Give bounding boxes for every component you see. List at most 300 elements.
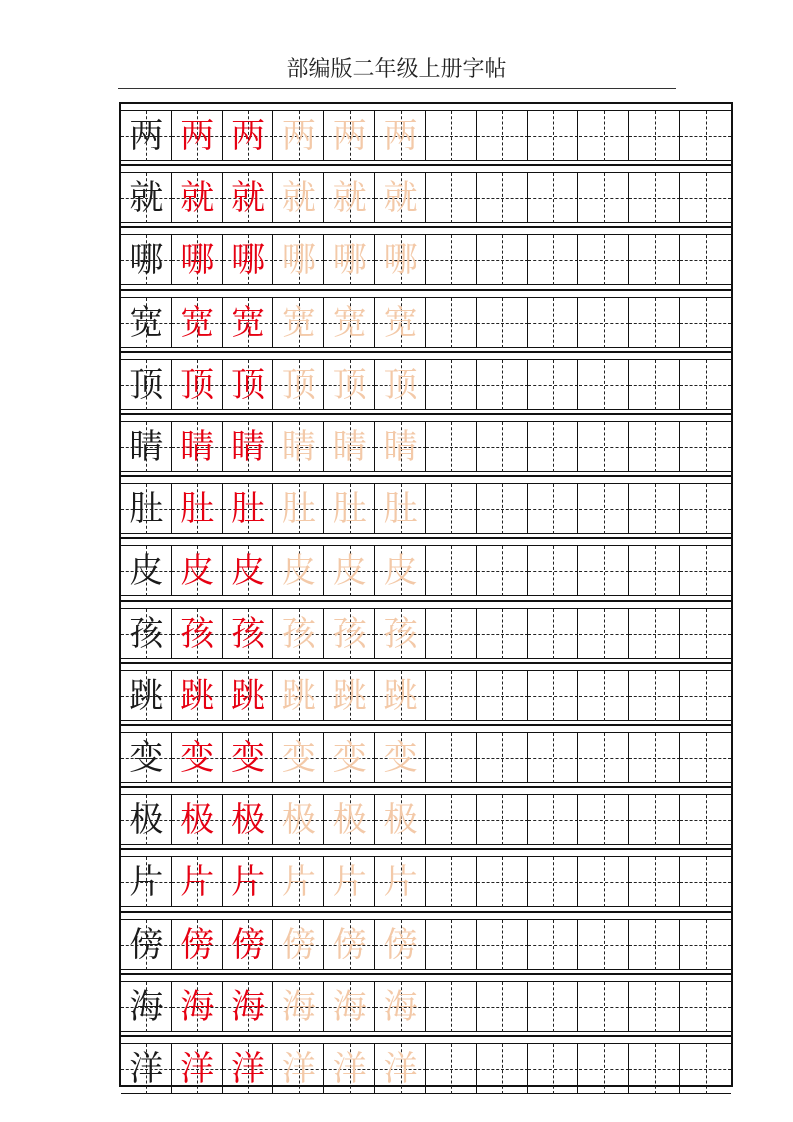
practice-cell [629,422,680,472]
practice-cell [477,733,528,783]
row-top-rule [121,1035,731,1037]
model-character: 两 [129,116,164,156]
cell-center-guide-horizontal [579,447,630,448]
practice-cell [477,235,528,285]
practice-cell [223,982,274,1032]
row-top-rule [121,911,731,913]
cell-center-guide-horizontal [579,198,630,199]
practice-cell [426,298,477,348]
practice-cell [426,422,477,472]
red-example-character: 极 [180,800,215,841]
red-example-character: 两 [180,116,215,156]
practice-cell [426,795,477,845]
practice-row [121,475,731,537]
cell-center-guide-horizontal [629,260,680,261]
trace-character: 皮 [281,551,316,592]
practice-row [121,1035,731,1097]
cell-center-guide-horizontal [680,509,731,510]
cell-center-guide-horizontal [629,509,680,510]
row-grid [121,235,731,285]
practice-cell [579,484,630,534]
practice-cell [324,857,375,907]
practice-cell [579,235,630,285]
practice-cell [477,360,528,410]
cell-center-guide-horizontal [629,634,680,635]
cell-center-guide-horizontal [477,447,528,448]
practice-cell [426,733,477,783]
practice-cell [426,1044,477,1094]
practice-cell [477,111,528,161]
practice-cell [121,982,172,1032]
practice-cell [223,111,274,161]
trace-character: 海 [281,986,316,1027]
practice-cell [680,422,731,472]
cell-center-guide-horizontal [680,820,731,821]
title-underline [118,88,676,89]
red-example-character: 就 [231,178,266,219]
practice-cell [324,1044,375,1094]
practice-cell [680,360,731,410]
cell-center-guide-horizontal [528,1007,579,1008]
trace-character: 两 [281,116,316,156]
practice-cell [680,609,731,659]
model-character: 睛 [129,427,164,467]
practice-cell [172,609,223,659]
practice-cell [324,173,375,223]
row-grid [121,733,731,783]
practice-cell [629,111,680,161]
practice-row [121,164,731,226]
practice-cell [426,609,477,659]
practice-row [121,289,731,351]
cell-center-guide-horizontal [528,820,579,821]
cell-center-guide-horizontal [477,696,528,697]
model-character: 宽 [129,302,164,343]
practice-cell [172,733,223,783]
practice-cell [426,546,477,596]
red-example-character: 洋 [231,1049,266,1089]
trace-character: 顶 [383,364,418,405]
row-grid [121,1044,731,1094]
red-example-character: 片 [231,862,266,903]
red-example-character: 宽 [231,302,266,343]
practice-cell [375,609,426,659]
cell-center-guide-horizontal [477,1069,528,1070]
practice-cell [528,857,579,907]
practice-cell [375,360,426,410]
cell-center-guide-horizontal [528,758,579,759]
practice-cell [324,422,375,472]
cell-center-guide-horizontal [579,323,630,324]
practice-cell [223,1044,274,1094]
red-example-character: 肚 [180,489,215,530]
practice-cell [375,484,426,534]
practice-cell [324,360,375,410]
cell-center-guide-horizontal [477,758,528,759]
practice-cell [121,857,172,907]
trace-character: 孩 [281,613,316,654]
row-top-rule [121,226,731,228]
cell-center-guide-horizontal [579,634,630,635]
red-example-character: 跳 [180,675,215,716]
row-grid [121,795,731,845]
practice-cell [680,235,731,285]
trace-character: 宽 [383,302,418,343]
practice-cell [172,795,223,845]
trace-character: 跳 [383,675,418,716]
practice-row [121,848,731,910]
row-grid [121,298,731,348]
practice-cell [172,546,223,596]
trace-character: 哪 [281,240,316,281]
cell-center-guide-horizontal [579,1007,630,1008]
practice-cell [121,173,172,223]
cell-center-guide-horizontal [528,385,579,386]
row-top-rule [121,289,731,291]
cell-center-guide-horizontal [629,323,680,324]
practice-cell [680,484,731,534]
practice-cell [324,795,375,845]
practice-cell [223,422,274,472]
practice-cell [172,857,223,907]
practice-cell [426,857,477,907]
cell-center-guide-horizontal [629,136,680,137]
trace-character: 片 [332,862,367,903]
practice-cell [324,733,375,783]
practice-cell [680,920,731,970]
practice-row [121,351,731,413]
red-example-character: 洋 [180,1049,215,1089]
cell-center-guide-horizontal [629,820,680,821]
red-example-character: 孩 [180,613,215,654]
cell-center-guide-horizontal [680,696,731,697]
practice-cell [172,982,223,1032]
cell-center-guide-horizontal [579,1069,630,1070]
practice-cell [121,609,172,659]
row-grid [121,857,731,907]
row-top-rule [121,164,731,166]
trace-character: 傍 [332,924,367,965]
cell-center-guide-horizontal [426,509,477,510]
cell-center-guide-horizontal [680,882,731,883]
practice-cell [680,795,731,845]
practice-cell [121,546,172,596]
trace-character: 海 [383,986,418,1027]
practice-cell [121,484,172,534]
practice-cell [477,484,528,534]
cell-center-guide-horizontal [477,945,528,946]
practice-cell [324,298,375,348]
cell-center-guide-horizontal [426,945,477,946]
practice-cell [629,484,680,534]
practice-cell [223,298,274,348]
red-example-character: 皮 [231,551,266,592]
practice-cell [375,671,426,721]
practice-cell [528,920,579,970]
cell-center-guide-horizontal [426,198,477,199]
cell-center-guide-horizontal [629,385,680,386]
red-example-character: 海 [180,986,215,1027]
practice-cell [477,422,528,472]
practice-row [121,973,731,1035]
practice-cell [477,795,528,845]
trace-character: 跳 [281,675,316,716]
trace-character: 肚 [383,489,418,530]
practice-cell [223,671,274,721]
trace-character: 就 [332,178,367,219]
row-grid [121,422,731,472]
practice-cell [629,733,680,783]
cell-center-guide-horizontal [528,260,579,261]
cell-center-guide-horizontal [579,260,630,261]
cell-center-guide-horizontal [528,1069,579,1070]
model-character: 片 [129,862,164,903]
cell-center-guide-horizontal [629,1069,680,1070]
practice-cell [528,422,579,472]
practice-cell [375,422,426,472]
practice-cell [629,298,680,348]
model-character: 哪 [129,240,164,281]
practice-cell [324,111,375,161]
trace-character: 傍 [383,924,418,965]
practice-cell [172,298,223,348]
row-grid [121,609,731,659]
practice-cell [579,298,630,348]
trace-character: 就 [281,178,316,219]
model-character: 跳 [129,675,164,716]
cell-center-guide-horizontal [680,198,731,199]
practice-cell [629,795,680,845]
cell-center-guide-horizontal [426,385,477,386]
trace-character: 跳 [332,675,367,716]
cell-center-guide-horizontal [629,447,680,448]
practice-cell [121,235,172,285]
cell-center-guide-horizontal [680,323,731,324]
page-title: 部编版二年级上册字帖 [286,57,507,82]
practice-cell [477,857,528,907]
practice-cell [579,920,630,970]
row-top-rule [121,537,731,539]
practice-cell [579,1044,630,1094]
practice-cell [375,920,426,970]
cell-center-guide-horizontal [426,882,477,883]
cell-center-guide-horizontal [426,323,477,324]
practice-cell [223,609,274,659]
cell-center-guide-horizontal [579,509,630,510]
practice-cell [121,111,172,161]
model-character: 孩 [129,613,164,654]
cell-center-guide-horizontal [528,945,579,946]
practice-cell [223,484,274,534]
cell-center-guide-horizontal [680,945,731,946]
model-character: 变 [129,738,164,778]
cell-center-guide-horizontal [528,571,579,572]
row-grid [121,484,731,534]
cell-center-guide-horizontal [426,696,477,697]
practice-cell [528,1044,579,1094]
cell-center-guide-horizontal [528,882,579,883]
cell-center-guide-horizontal [579,945,630,946]
model-character: 洋 [129,1049,164,1089]
trace-character: 就 [383,178,418,219]
practice-cell [121,671,172,721]
trace-character: 顶 [332,364,367,405]
row-top-rule [121,848,731,850]
practice-cell [528,609,579,659]
cell-center-guide-horizontal [629,696,680,697]
practice-cell [274,173,325,223]
cell-center-guide-horizontal [426,136,477,137]
practice-cell [579,609,630,659]
practice-cell [172,671,223,721]
practice-cell [579,733,630,783]
trace-character: 洋 [383,1049,418,1089]
row-grid [121,546,731,596]
trace-character: 皮 [332,551,367,592]
practice-cell [528,360,579,410]
model-character: 顶 [129,364,164,405]
practice-cell [375,857,426,907]
practice-cell [274,1044,325,1094]
red-example-character: 变 [180,738,215,778]
practice-cell [324,546,375,596]
practice-cell [680,111,731,161]
red-example-character: 跳 [231,675,266,716]
cell-center-guide-horizontal [629,758,680,759]
model-character: 皮 [129,551,164,592]
red-example-character: 傍 [231,924,266,965]
practice-cell [579,360,630,410]
practice-cell [477,982,528,1032]
trace-character: 片 [281,862,316,903]
cell-center-guide-horizontal [528,198,579,199]
cell-center-guide-horizontal [426,447,477,448]
practice-cell [274,920,325,970]
practice-cell [579,857,630,907]
cell-center-guide-horizontal [477,385,528,386]
practice-cell [274,857,325,907]
practice-cell [680,857,731,907]
cell-center-guide-horizontal [528,323,579,324]
cell-center-guide-horizontal [579,820,630,821]
practice-cell [528,733,579,783]
trace-character: 睛 [281,427,316,467]
cell-center-guide-horizontal [426,820,477,821]
cell-center-guide-horizontal [579,385,630,386]
practice-cell [375,982,426,1032]
trace-character: 肚 [332,489,367,530]
cell-center-guide-horizontal [680,1069,731,1070]
trace-character: 孩 [383,613,418,654]
cell-center-guide-horizontal [426,260,477,261]
row-grid [121,173,731,223]
cell-center-guide-horizontal [680,758,731,759]
practice-row [121,662,731,724]
practice-row [121,102,731,164]
practice-cell [223,920,274,970]
cell-center-guide-horizontal [680,1007,731,1008]
row-top-rule [121,413,731,415]
practice-cell [172,235,223,285]
trace-character: 哪 [383,240,418,281]
practice-cell [629,1044,680,1094]
practice-cell [528,671,579,721]
practice-cell [528,111,579,161]
trace-character: 洋 [281,1049,316,1089]
practice-cell [579,422,630,472]
trace-character: 两 [332,116,367,156]
red-example-character: 睛 [231,427,266,467]
practice-cell [629,609,680,659]
trace-character: 海 [332,986,367,1027]
trace-character: 皮 [383,551,418,592]
red-example-character: 哪 [180,240,215,281]
practice-cell [172,484,223,534]
practice-cell [274,422,325,472]
practice-cell [629,671,680,721]
practice-cell [477,1044,528,1094]
model-character: 肚 [129,489,164,530]
cell-center-guide-horizontal [579,882,630,883]
row-top-rule [121,724,731,726]
red-example-character: 片 [180,862,215,903]
red-example-character: 睛 [180,427,215,467]
cell-center-guide-horizontal [528,509,579,510]
practice-row [121,786,731,848]
cell-center-guide-horizontal [477,509,528,510]
model-character: 海 [129,986,164,1027]
cell-center-guide-horizontal [680,571,731,572]
practice-cell [426,920,477,970]
practice-row [121,911,731,973]
practice-cell [477,671,528,721]
cell-center-guide-horizontal [680,260,731,261]
practice-cell [324,609,375,659]
practice-cell [629,920,680,970]
red-example-character: 海 [231,986,266,1027]
practice-cell [172,111,223,161]
practice-cell [426,235,477,285]
cell-center-guide-horizontal [426,758,477,759]
row-top-rule [121,600,731,602]
cell-center-guide-horizontal [426,571,477,572]
trace-character: 变 [332,738,367,778]
row-grid [121,671,731,721]
practice-cell [223,546,274,596]
practice-cell [172,360,223,410]
practice-cell [375,1044,426,1094]
practice-cell [426,982,477,1032]
trace-character: 变 [383,738,418,778]
trace-character: 孩 [332,613,367,654]
trace-character: 两 [383,116,418,156]
practice-cell [528,298,579,348]
practice-cell [324,484,375,534]
red-example-character: 肚 [231,489,266,530]
practice-cell [579,546,630,596]
row-top-rule [121,973,731,975]
red-example-character: 顶 [231,364,266,405]
red-example-character: 孩 [231,613,266,654]
cell-center-guide-horizontal [680,136,731,137]
practice-cell [528,235,579,285]
practice-cell [629,360,680,410]
trace-character: 极 [281,800,316,841]
trace-character: 极 [332,800,367,841]
practice-cell [629,982,680,1032]
cell-center-guide-horizontal [477,634,528,635]
trace-character: 变 [281,738,316,778]
